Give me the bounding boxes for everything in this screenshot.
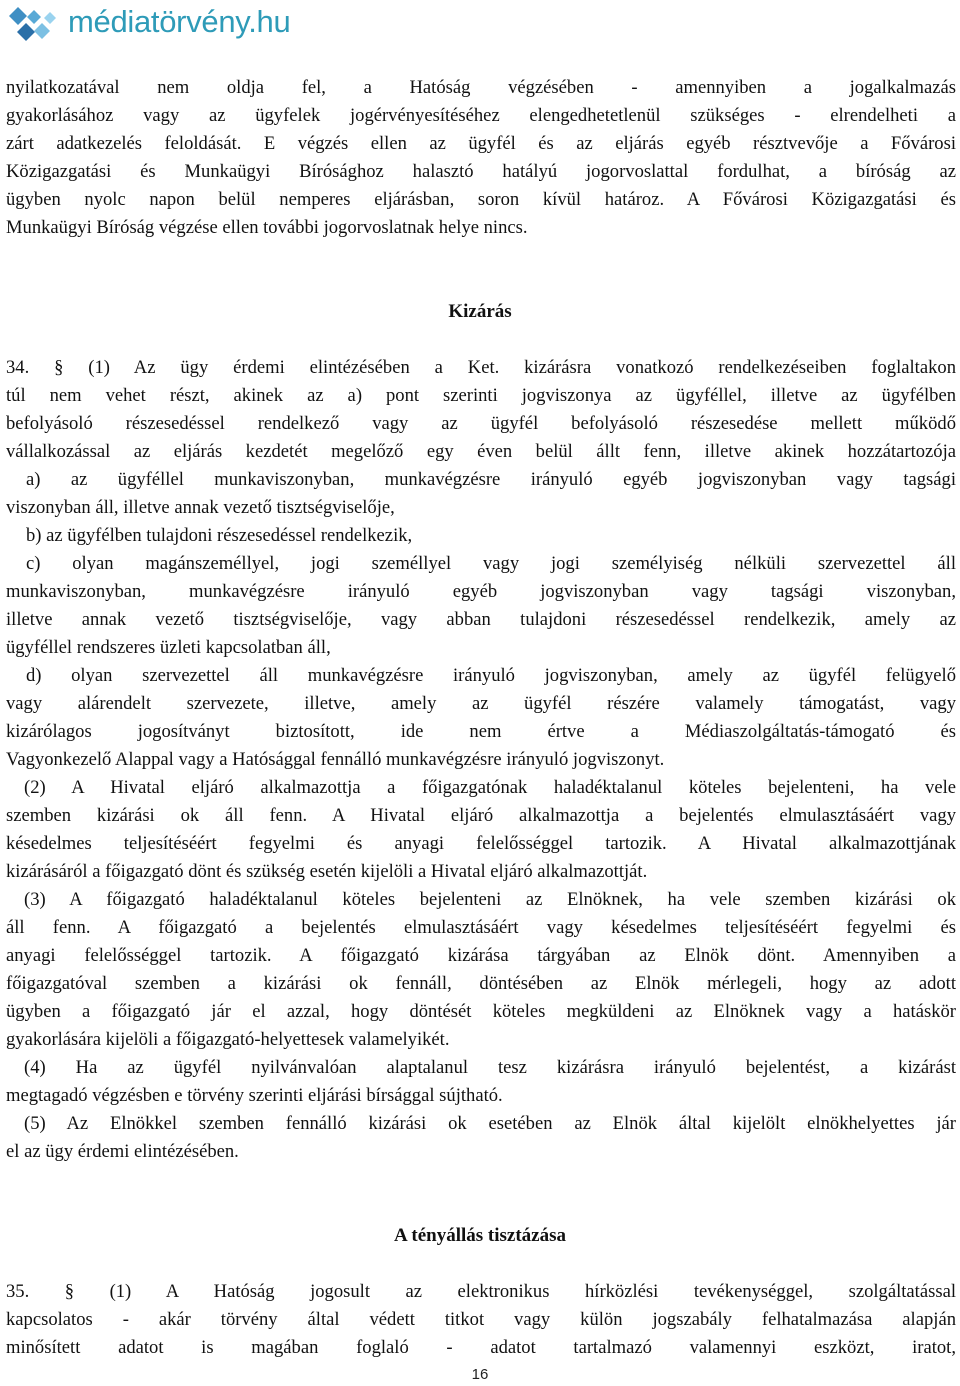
text-line: főigazgatóval szemben a kizárási ok fennáll, döntésében az Elnök mérlegeli, hogy az adott	[6, 973, 956, 994]
text-line: nyilatkozatával nem oldja fel, a Hatóság végzésében - amennyiben a jogalkalmazás	[6, 77, 956, 98]
text-line: viszonyban áll, illetve annak vezető tisztségviselője,	[6, 497, 395, 518]
text-line: ügyben nyolc napon belül nemperes eljárásban, soron kívül határoz. A Fővárosi Közigazgatási és	[6, 189, 956, 210]
page-number: 16	[471, 1366, 489, 1383]
text-line: munkaviszonyban, munkavégzésre irányuló egyéb jogviszonyban vagy tagsági viszonyban,	[6, 581, 956, 602]
text-line: gyakorlásához vagy az ügyfelek jogérvényesítéséhez elengedhetetlenül szükséges - elrendelheti a	[6, 105, 956, 126]
list-item-a: a) az ügyféllel munkaviszonyban, munkavégzésre irányuló egyéb jogviszonyban vagy tagsági	[26, 469, 956, 490]
text-line: kizárásáról a főigazgató dönt és szükség esetén kijelöli a Hivatal eljáró alkalmazottját.	[6, 861, 648, 882]
paragraph-34-line: 34. § (1) Az ügy érdemi elintézésében a Ket. kizárásra vonatkozó rendelkezéseiben foglaltakon	[6, 357, 956, 378]
text-line: Közigazgatási és Munkaügyi Bírósághoz halasztó hatályú jogorvoslattal fordulhat, a bíróság az	[6, 161, 956, 182]
text-line: befolyásoló részesedéssel rendelkező vagy az ügyfél befolyásoló részesedése mellett működő	[6, 413, 956, 434]
text-line: áll fenn. A főigazgató a bejelentés elmulasztásáért vagy késedelmes teljesítéséért fegyelmi és	[6, 917, 956, 938]
text-line: kizárólagos jogosítványt biztosított, ide nem értve a Médiaszolgáltatás-támogató és	[6, 721, 956, 742]
text-line: el az ügy érdemi elintézésében.	[6, 1141, 239, 1162]
text-line: szemben kizárási ok áll fenn. A Hivatal eljáró alkalmazottja a bejelentés elmulasztásáért vagy	[6, 805, 956, 826]
text-line: Munkaügyi Bíróság végzése ellen további jogorvoslatnak helye nincs.	[6, 217, 528, 238]
text-line: anyagi felelősséggel tartozik. A főigazgató kizárása tárgyában az Elnök dönt. Amennyiben a	[6, 945, 956, 966]
text-line: ügyben a főigazgató jár el azzal, hogy döntését köteles megküldeni az Elnöknek vagy a hatáskör	[6, 1001, 956, 1022]
text-line: kapcsolatos - akár törvény által védett titkot vagy külön jogszabály felhatalmazása alapján	[6, 1309, 956, 1330]
subsection-4-line: (4) Ha az ügyfél nyilvánvalóan alaptalanul tesz kizárásra irányuló bejelentést, a kizárást	[24, 1057, 956, 1078]
text-line: Vagyonkezelő Alappal vagy a Hatósággal fennálló munkavégzésre irányuló jogviszonyt.	[6, 749, 665, 770]
text-line: megtagadó végzésben e törvény szerinti eljárási bírsággal sújtható.	[6, 1085, 503, 1106]
text-line: késedelmes teljesítéséért fegyelmi és anyagi felelősséggel tartozik. A Hivatal alkalmazottjának	[6, 833, 956, 854]
text-line: túl nem vehet részt, akinek az a) pont szerinti jogviszonya az ügyféllel, illetve az ügyfélben	[6, 385, 956, 406]
section-heading-tenyallas: A tényállás tisztázása	[393, 1225, 567, 1246]
text-line: vállalkozással az eljárás kezdetét megelőző egy éven belül állt fenn, illetve akinek hozzátartozója	[6, 441, 956, 462]
section-heading-kizaras: Kizárás	[448, 301, 512, 322]
text-line: illetve annak vezető tisztségviselője, vagy abban tulajdoni részesedéssel rendelkezik, amely az	[6, 609, 956, 630]
site-name: médiatörvény.hu	[68, 4, 291, 39]
text-line: vagy alárendelt szervezete, illetve, amely az ügyfél részére valamely támogatást, vagy	[6, 693, 956, 714]
subsection-2-line: (2) A Hivatal eljáró alkalmazottja a főigazgatónak haladéktalanul köteles bejelenteni, ha vele	[24, 777, 956, 798]
subsection-3-line: (3) A főigazgató haladéktalanul köteles bejelenteni az Elnöknek, ha vele szemben kizárási ok	[24, 889, 956, 910]
list-item-c: c) olyan magánszeméllyel, jogi személlyel vagy jogi személyiség nélküli szervezettel áll	[26, 553, 956, 574]
subsection-5-line: (5) Az Elnökkel szemben fennálló kizárási ok esetében az Elnök által kijelölt elnökhelyettes jár	[24, 1113, 956, 1134]
list-item-b: b) az ügyfélben tulajdoni részesedéssel rendelkezik,	[26, 525, 413, 546]
text-line: zárt adatkezelés feloldását. E végzés ellen az ügyfél és az eljárás egyéb résztvevője a Fővárosi	[6, 133, 956, 154]
text-line: ügyféllel rendszeres üzleti kapcsolatban áll,	[6, 637, 331, 658]
text-line: minősített adatot is magában foglaló - adatot tartalmazó valamennyi eszközt, iratot,	[6, 1337, 956, 1358]
diamond-cluster-icon	[6, 6, 64, 44]
list-item-d: d) olyan szervezettel áll munkavégzésre irányuló jogviszonyban, amely az ügyfél felügyelő	[26, 665, 956, 686]
text-line: gyakorlására kijelöli a főigazgató-helyettesek valamelyikét.	[6, 1029, 450, 1050]
site-logo[interactable]	[6, 4, 296, 44]
paragraph-35-line: 35. § (1) A Hatóság jogosult az elektronikus hírközlési tevékenységgel, szolgáltatással	[6, 1281, 956, 1302]
